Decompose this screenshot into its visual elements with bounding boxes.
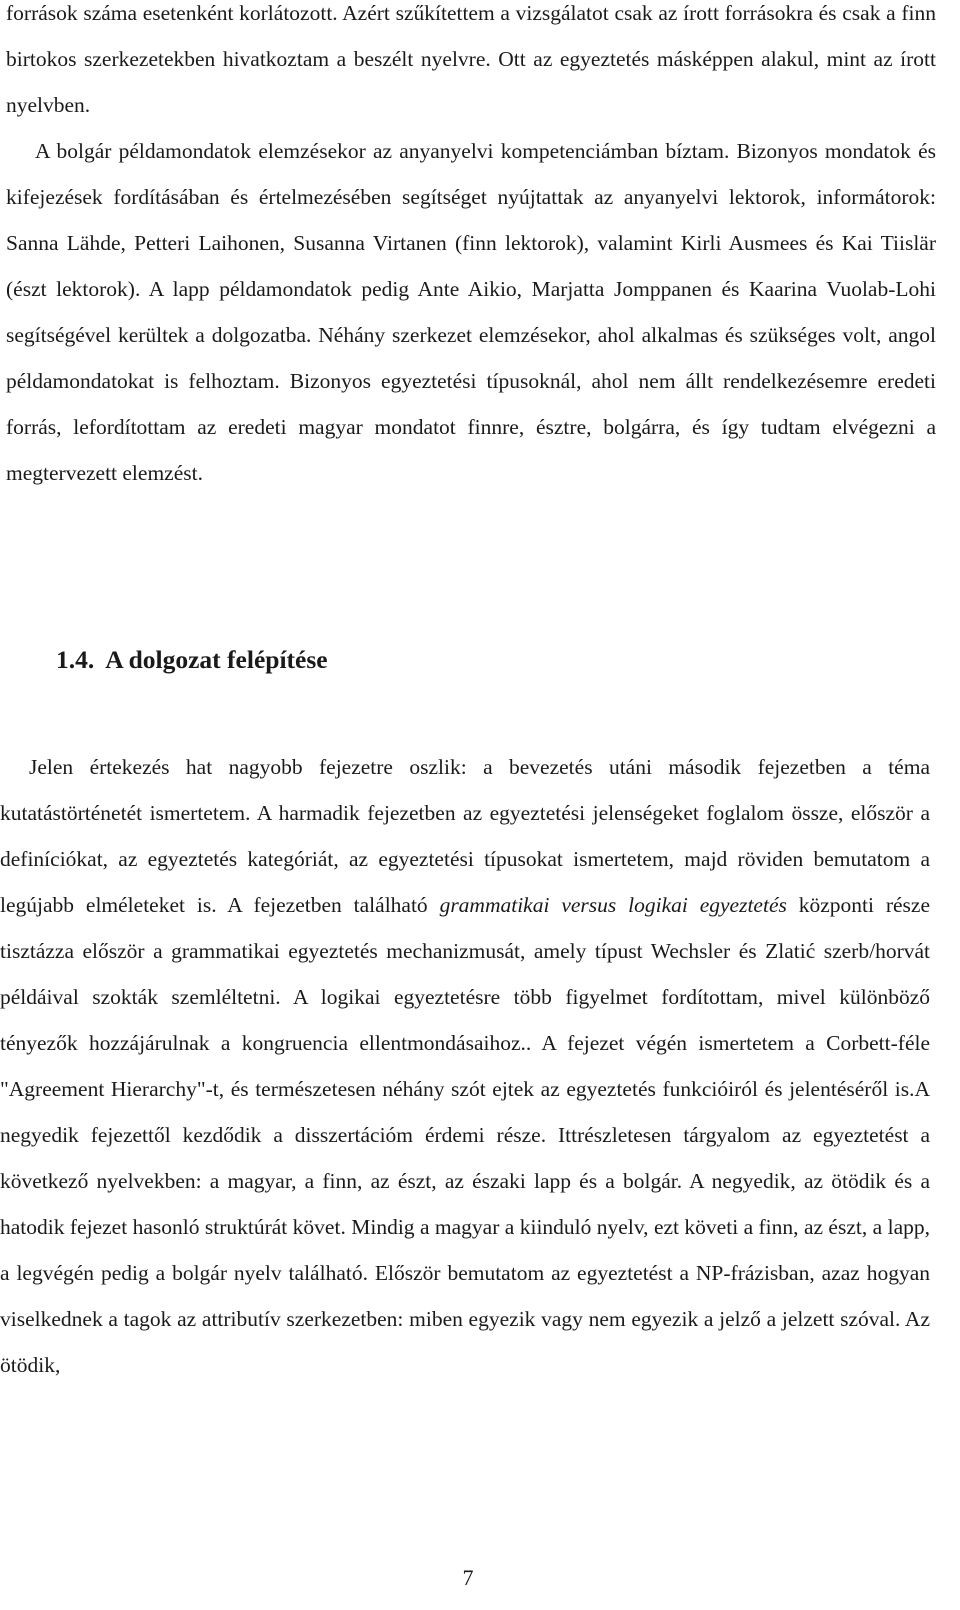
page-number: 7 xyxy=(462,1565,474,1590)
paragraph-structure-container xyxy=(0,744,930,1388)
section-title: A dolgozat felépítése xyxy=(105,645,328,674)
paragraph-structure-text-end: központi része tisztázza először a grammatikai egyeztetés mechanizmusát, amely típust Wechsler és Zlatić szerb/horvát példáival szokták szemléltetni. A logikai egyeztetésre több figyelmet fordítottam, mivel különböző tényezők hozzájárulnak a kongruencia ellentmondásaihoz.. A fejezet végén ismertetem a Corbett-féle "Agreement Hierarchy"-t, és természetesen néhány szót ejtek az egyeztetés funkcióiról és jelentéséről is.A negyedik fejezettől kezdődik a disszertációm érdemi része. Ittrészletesen tárgyalom az egyeztetést a következő nyelvekben: a magyar, a finn, az észt, az északi lapp és a bolgár. A negyedik, az ötödik és a hatodik fejezet hasonló struktúrát követ. Mindig a magyar a kiinduló nyelv, ezt követi a finn, az észt, a lapp, a legvégén pedig a bolgár nyelv található. Először bemutatom az egyeztetést a NP-frázisban, azaz hogyan viselkednek a tagok az attributív szerkezetben: miben egyezik vagy nem egyezik a jelző a jelzett szóval. Az ötödik, xyxy=(0,893,930,1377)
paragraph-bulgarian-examples: A bolgár példamondatok elemzésekor az anyanyelvi kompetenciámban bíztam. Bizonyos mondatok és kifejezések fordításában és értelmezésében segítséget nyújtattak az anyanyelvi lektorok, informátorok: Sanna Lähde, Petteri Laihonen, Susanna Virtanen (finn lektorok), valamint Kirli Ausmees és Kai Tiislär (észt lektorok). A lapp példamondatok pedig Ante Aikio, Marjatta Jomppanen és Kaarina Vuolab-Lohi segítségével kerültek a dolgozatba. Néhány szerkezet elemzésekor, ahol alkalmas és szükséges volt, angol példamondatokat is felhoztam. Bizonyos egyeztetési típusoknál, ahol nem állt rendelkezésemre eredeti forrás, lefordítottam az eredeti magyar mondatot finnre, észtre, bolgárra, és így tudtam elvégezni a megtervezett elemzést. xyxy=(6,139,936,485)
document-page xyxy=(6,0,936,496)
paragraph-structure-italic-term: grammatikai versus logikai egyeztetés xyxy=(439,893,787,917)
section-number: 1.4. xyxy=(56,645,95,674)
paragraph-structure-text-start: Jelen értekezés hat nagyobb fejezetre oszlik: a bevezetés utáni második fejezetben a téma kutatástörténetét ismertetem. A harmadik fejezetben az egyeztetési jelenségeket foglalom össze, először a definíciókat, az egyeztetés kategóriát, az egyeztetési típusokat ismertetem, majd röviden bemutatom a legújabb elméleteket is. A fejezetben található xyxy=(0,755,930,917)
paragraph-dissertation-structure xyxy=(0,744,930,1388)
section-heading xyxy=(56,645,328,675)
paragraph-sources: források száma esetenként korlátozott. Azért szűkítettem a vizsgálatot csak az írott forrásokra és csak a finn birtokos szerkezetekben hivatkoztam a beszélt nyelvre. Ott az egyeztetés másképpen alakul, mint az írott nyelvben. xyxy=(6,1,936,117)
